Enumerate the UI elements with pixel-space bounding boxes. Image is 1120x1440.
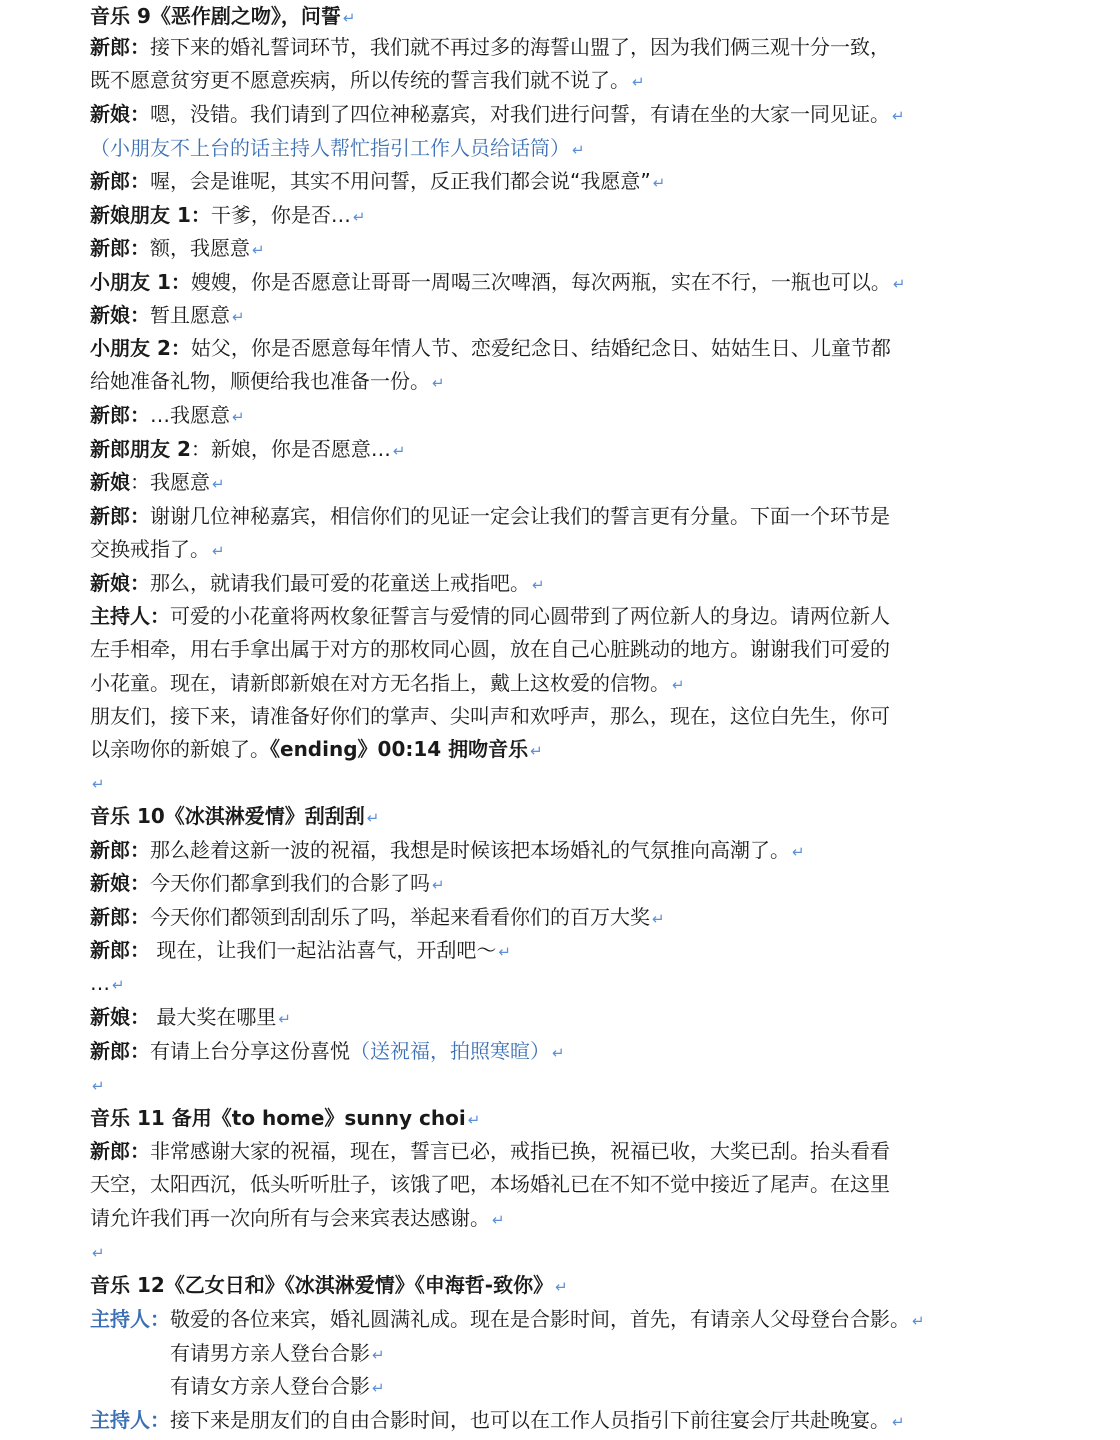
- section-heading: 音乐 11 备用《to home》sunny choi: [90, 1106, 466, 1130]
- text-line: [90, 667, 1090, 700]
- line-text: 请允许我们再一次向所有与会来宾表达感谢。: [90, 1206, 490, 1230]
- paragraph-mark-icon: ↵: [792, 843, 805, 861]
- line-text: 暂且愿意: [150, 303, 230, 327]
- text-line: [90, 232, 1090, 265]
- text-line: [90, 700, 1090, 733]
- line-text: 谢谢几位神秘嘉宾，相信你们的见证一定会让我们的誓言更有分量。下面一个环节是: [150, 504, 890, 528]
- speaker-label: 新娘：: [90, 1005, 150, 1029]
- text-line: [90, 1168, 1090, 1201]
- text-line: [90, 31, 1090, 64]
- paragraph-mark-icon: ↵: [555, 1278, 568, 1296]
- paragraph-mark-icon: ↵: [212, 542, 225, 560]
- text-line: [90, 967, 1090, 1000]
- paragraph-mark-icon: ↵: [252, 241, 265, 259]
- speaker-label: 新郎：: [90, 938, 150, 962]
- text-line: [90, 1235, 1090, 1268]
- text-line: [90, 165, 1090, 198]
- speaker-label: 小朋友 2：: [90, 336, 191, 360]
- speaker-label: 小朋友 1：: [90, 270, 191, 294]
- line-text: 喔，会是谁呢，其实不用问誓，反正我们都会说“我愿意”: [150, 169, 651, 193]
- text-line: [90, 901, 1090, 934]
- text-line: [90, 867, 1090, 900]
- paragraph-mark-icon: ↵: [552, 1044, 565, 1062]
- paragraph-mark-icon: ↵: [352, 208, 366, 226]
- speaker-label: 新娘：: [90, 871, 150, 895]
- section-heading: 音乐 10《冰淇淋爱情》刮刮刮: [90, 804, 365, 828]
- text-line: [90, 533, 1090, 566]
- text-line: [170, 1337, 1090, 1370]
- paragraph-mark-icon: ↵: [492, 1211, 505, 1229]
- speaker-label: 新娘：: [90, 571, 150, 595]
- paragraph-mark-icon: ↵: [372, 1346, 385, 1364]
- speaker-label: 新郎：: [90, 169, 150, 193]
- line-text: 现在，让我们一起沾沾喜气，开刮吧～: [150, 938, 497, 962]
- speaker-label: 新娘：: [90, 303, 150, 327]
- paragraph-mark-icon: ↵: [572, 141, 585, 159]
- text-line: [170, 1370, 1090, 1403]
- paragraph-mark-icon: ↵: [892, 107, 905, 125]
- stage-note: （送祝福，拍照寒暄）: [350, 1039, 550, 1063]
- speaker-label: 新郎：: [90, 35, 150, 59]
- line-text: 以亲吻你的新娘了。: [90, 737, 270, 761]
- speaker-label: 主持人：: [90, 1307, 170, 1331]
- line-text: 嫂嫂，你是否愿意让哥哥一周喝三次啤酒，每次两瓶，实在不行，一瓶也可以。: [190, 270, 891, 294]
- stage-note: （小朋友不上台的话主持人帮忙指引工作人员给话筒）: [90, 136, 570, 160]
- text-line: [90, 500, 1090, 533]
- text-line: [90, 567, 1090, 600]
- paragraph-mark-icon: ↵: [892, 1413, 905, 1431]
- text-line: [90, 64, 1090, 97]
- speaker-label: 主持人：: [90, 604, 170, 628]
- text-line: [90, 1035, 1090, 1068]
- line-text: 有请女方亲人登台合影: [170, 1374, 370, 1398]
- line-text: 干爹，你是否…: [210, 203, 351, 227]
- text-line: [90, 1068, 1090, 1101]
- paragraph-mark-icon: ↵: [632, 73, 645, 91]
- speaker-label: 新娘：: [90, 102, 150, 126]
- text-line: [90, 1303, 1090, 1336]
- speaker-label: 新郎：: [90, 236, 150, 260]
- text-line: [90, 433, 1090, 466]
- line-text: 那么趁着这新一波的祝福，我想是时候该把本场婚礼的气氛推向高潮了。: [150, 838, 790, 862]
- speaker-label: 主持人：: [90, 1408, 170, 1432]
- text-line: [90, 98, 1090, 131]
- speaker-label: 新郎：: [90, 1039, 150, 1063]
- text-line: [90, 1269, 1090, 1302]
- line-text: …我愿意: [150, 403, 230, 427]
- paragraph-mark-icon: ↵: [278, 1010, 291, 1028]
- text-line: [90, 332, 1090, 365]
- line-text: 给她准备礼物，顺便给我也准备一份。: [90, 369, 430, 393]
- line-text: 姑父，你是否愿意每年情人节、恋爱纪念日、结婚纪念日、姑姑生日、儿童节都: [190, 336, 891, 360]
- line-text: 那么，就请我们最可爱的花童送上戒指吧。: [150, 571, 530, 595]
- text-line: [90, 1202, 1090, 1235]
- line-text: …: [90, 971, 110, 995]
- paragraph-mark-icon: ↵: [232, 308, 245, 326]
- line-text: 交换戒指了。: [90, 537, 210, 561]
- paragraph-mark-icon: ↵: [467, 1111, 481, 1129]
- text-line: [90, 600, 1090, 633]
- speaker-label: 新郎：: [90, 905, 150, 929]
- line-text: 朋友们，接下来，请准备好你们的掌声、尖叫声和欢呼声，那么，现在，这位白先生，你可: [90, 704, 890, 728]
- speaker-label: 新郎：: [90, 838, 150, 862]
- line-text: 既不愿意贫穷更不愿意疾病，所以传统的誓言我们就不说了。: [90, 68, 630, 92]
- line-text: 有请男方亲人登台合影: [170, 1341, 370, 1365]
- line-text: 有请上台分享这份喜悦: [150, 1039, 350, 1063]
- text-line: [90, 266, 1090, 299]
- paragraph-mark-icon: ↵: [912, 1312, 925, 1330]
- paragraph-mark-icon: ↵: [652, 910, 665, 928]
- speaker-label: 新郎：: [90, 1139, 150, 1163]
- paragraph-mark-icon: ↵: [672, 676, 685, 694]
- text-line: [90, 1001, 1090, 1034]
- text-line: [90, 299, 1090, 332]
- line-text: 额，我愿意: [150, 236, 250, 260]
- paragraph-mark-icon: ↵: [92, 775, 105, 793]
- paragraph-mark-icon: ↵: [372, 1379, 385, 1397]
- line-text: 小花童。现在，请新郎新娘在对方无名指上，戴上这枚爱的信物。: [90, 671, 670, 695]
- paragraph-mark-icon: ↵: [92, 1077, 105, 1095]
- paragraph-mark-icon: ↵: [112, 976, 125, 994]
- section-heading: 音乐 12《乙女日和》《冰淇淋爱情》《申海哲-致你》: [90, 1273, 554, 1297]
- text-line: [90, 633, 1090, 666]
- paragraph-mark-icon: ↵: [212, 475, 225, 493]
- paragraph-mark-icon: ↵: [892, 275, 906, 293]
- text-line: [90, 199, 1090, 232]
- paragraph-mark-icon: ↵: [432, 374, 445, 392]
- line-text: 非常感谢大家的祝福，现在，誓言已必，戒指已换，祝福已收，大奖已刮。抬头看看: [150, 1139, 890, 1163]
- paragraph-mark-icon: ↵: [232, 408, 245, 426]
- line-text: 左手相牵，用右手拿出属于对方的那枚同心圆，放在自己心脏跳动的地方。谢谢我们可爱的: [90, 637, 890, 661]
- text-line: [90, 1135, 1090, 1168]
- text-line: [90, 766, 1090, 799]
- speaker-label: 新郎：: [90, 504, 150, 528]
- paragraph-mark-icon: ↵: [92, 1244, 105, 1262]
- speaker-label: 新郎：: [90, 403, 150, 427]
- paragraph-mark-icon: ↵: [366, 809, 380, 827]
- text-line: [90, 834, 1090, 867]
- section-heading: 音乐 9《恶作剧之吻》，问誓: [90, 4, 341, 28]
- line-text: 敬爱的各位来宾，婚礼圆满礼成。现在是合影时间，首先，有请亲人父母登台合影。: [170, 1307, 910, 1331]
- text-line: [90, 934, 1090, 967]
- line-text: 今天你们都领到刮刮乐了吗，举起来看看你们的百万大奖: [150, 905, 650, 929]
- paragraph-mark-icon: ↵: [498, 943, 511, 961]
- line-text: 天空，太阳西沉，低头听听肚子，该饿了吧，本场婚礼已在不知不觉中接近了尾声。在这里: [90, 1172, 890, 1196]
- line-text: ：我愿意: [130, 470, 210, 494]
- text-line: [90, 466, 1090, 499]
- paragraph-mark-icon: ↵: [392, 442, 406, 460]
- text-line: [90, 0, 1090, 33]
- paragraph-mark-icon: ↵: [530, 742, 543, 760]
- text-line: [90, 399, 1090, 432]
- speaker-label: 新郎朋友 2: [90, 437, 191, 461]
- line-text: 接下来的婚礼誓词环节，我们就不再过多的海誓山盟了，因为我们俩三观十分一致，: [150, 35, 890, 59]
- line-text: 接下来是朋友们的自由合影时间，也可以在工作人员指引下前往宴会厅共赴晚宴。: [170, 1408, 890, 1432]
- text-line: [90, 1404, 1090, 1437]
- paragraph-mark-icon: ↵: [432, 876, 445, 894]
- text-line: [90, 365, 1090, 398]
- paragraph-mark-icon: ↵: [532, 576, 545, 594]
- paragraph-mark-icon: ↵: [342, 9, 356, 27]
- section-heading: 《ending》00:14 拥吻音乐: [270, 737, 529, 761]
- paragraph-mark-icon: ↵: [652, 174, 666, 192]
- text-line: [90, 733, 1090, 766]
- line-text: 最大奖在哪里: [150, 1005, 277, 1029]
- line-text: ：新娘，你是否愿意…: [190, 437, 391, 461]
- text-line: [90, 800, 1090, 833]
- line-text: 今天你们都拿到我们的合影了吗: [150, 871, 430, 895]
- speaker-label: 新娘: [90, 470, 130, 494]
- line-text: 可爱的小花童将两枚象征誓言与爱情的同心圆带到了两位新人的身边。请两位新人: [170, 604, 890, 628]
- text-line: [90, 132, 1090, 165]
- line-text: 嗯，没错。我们请到了四位神秘嘉宾，对我们进行问誓，有请在坐的大家一同见证。: [150, 102, 890, 126]
- speaker-label: 新娘朋友 1：: [90, 203, 211, 227]
- text-line: [90, 1102, 1090, 1135]
